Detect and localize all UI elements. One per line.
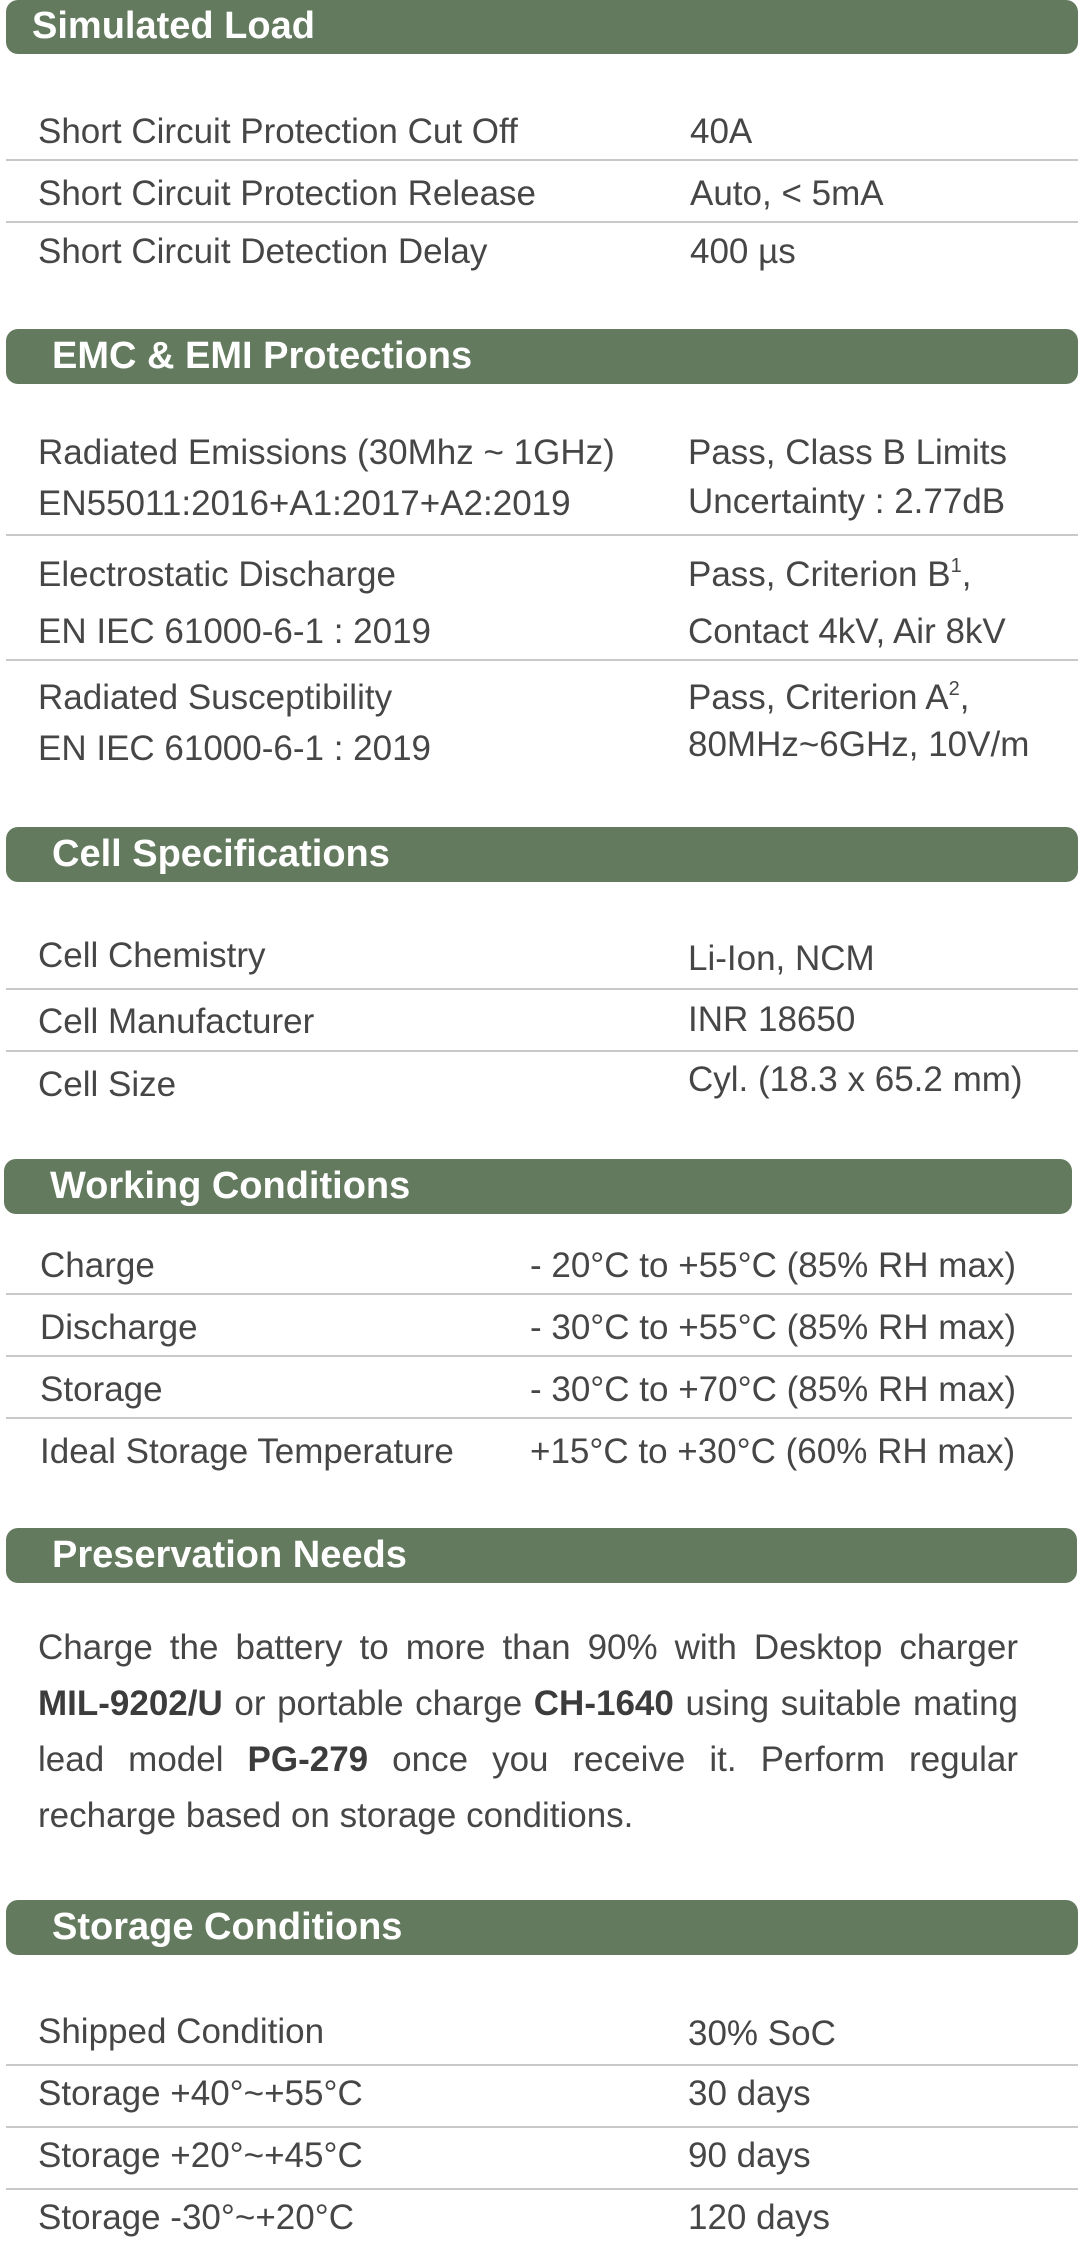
row-label: Cell Size [38,1065,177,1104]
row-divider [6,2064,1078,2066]
row-value: Pass, Criterion $B^1$, [688,555,972,594]
section-header-cell: Cell Specifications [6,827,1078,882]
row-divider [6,159,1078,161]
row-label: Cell Chemistry [38,936,266,975]
row-divider [6,2126,1078,2128]
row-label: Storage +20°~+45°C [38,2136,363,2175]
row-value: Cyl. (18.3 x 65.2 mm) [688,1060,1023,1099]
row-value: Pass, Criterion $A^2$, [688,678,970,717]
row-value: - 20°C to +55°C (85% RH max) [530,1246,1017,1285]
row-label: Short Circuit Detection Delay [38,232,488,271]
row-value: 30% SoC [688,2014,836,2053]
row-sublabel: EN IEC 61000-6-1 : 2019 [38,729,432,768]
row-subvalue: 80MHz~6GHz, 10V/m [688,725,1030,764]
row-label: Short Circuit Protection Cut Off [38,112,518,151]
row-value: 40A [690,112,753,151]
row-divider [6,1293,1072,1295]
row-divider [6,534,1078,536]
row-value: Li-Ion, NCM [688,939,875,978]
row-value: Auto, < 5mA [690,174,884,213]
row-value: - 30°C to +70°C (85% RH max) [530,1370,1017,1409]
row-label: Discharge [40,1308,198,1347]
row-divider [6,1050,1078,1052]
row-value: INR 18650 [688,1000,856,1039]
row-divider [6,659,1078,661]
row-value: 400 µs [690,232,796,271]
row-label: Ideal Storage Temperature [40,1432,454,1471]
row-label: Cell Manufacturer [38,1002,315,1041]
row-sublabel: EN55011:2016+A1:2017+A2:2019 [38,484,571,523]
row-value: 30 days [688,2074,811,2113]
row-label: Shipped Condition [38,2012,325,2051]
row-label: Short Circuit Protection Release [38,174,536,213]
section-header-storage: Storage Conditions [6,1900,1078,1955]
row-value: Pass, Class B Limits [688,433,1007,472]
row-label: Storage [40,1370,163,1409]
row-label: Radiated Emissions (30Mhz ~ 1GHz) [38,433,615,472]
section-header-emc: EMC & EMI Protections [6,329,1078,384]
section-header-working: Working Conditions [4,1159,1072,1214]
row-label: Storage -30°~+20°C [38,2198,354,2237]
row-subvalue: Contact 4kV, Air 8kV [688,612,1006,651]
row-divider [6,2188,1078,2190]
row-divider [6,1355,1072,1357]
row-subvalue: Uncertainty : 2.77dB [688,482,1006,521]
preservation-paragraph: Charge the battery to more than 90% with Desktop charger MIL-9202/U or portable charge CH-1640 using suitable mating lead model PG-279 once you receive it. Perform regular recharge based on storage conditions. [38,1628,1019,1835]
row-divider [6,988,1078,990]
section-header-preservation: Preservation Needs [6,1528,1077,1583]
row-divider [6,221,1078,223]
row-label: Charge [40,1246,155,1285]
row-value: 120 days [688,2198,831,2237]
row-divider [6,1417,1072,1419]
row-sublabel: EN IEC 61000-6-1 : 2019 [38,612,432,651]
row-label: Storage +40°~+55°C [38,2074,363,2113]
row-value: - 30°C to +55°C (85% RH max) [530,1308,1017,1347]
row-value: +15°C to +30°C (60% RH max) [530,1432,1016,1471]
row-label: Radiated Susceptibility [38,678,393,717]
section-header-simulated-load: Simulated Load [6,0,1078,54]
row-label: Electrostatic Discharge [38,555,396,594]
row-value: 90 days [688,2136,811,2175]
